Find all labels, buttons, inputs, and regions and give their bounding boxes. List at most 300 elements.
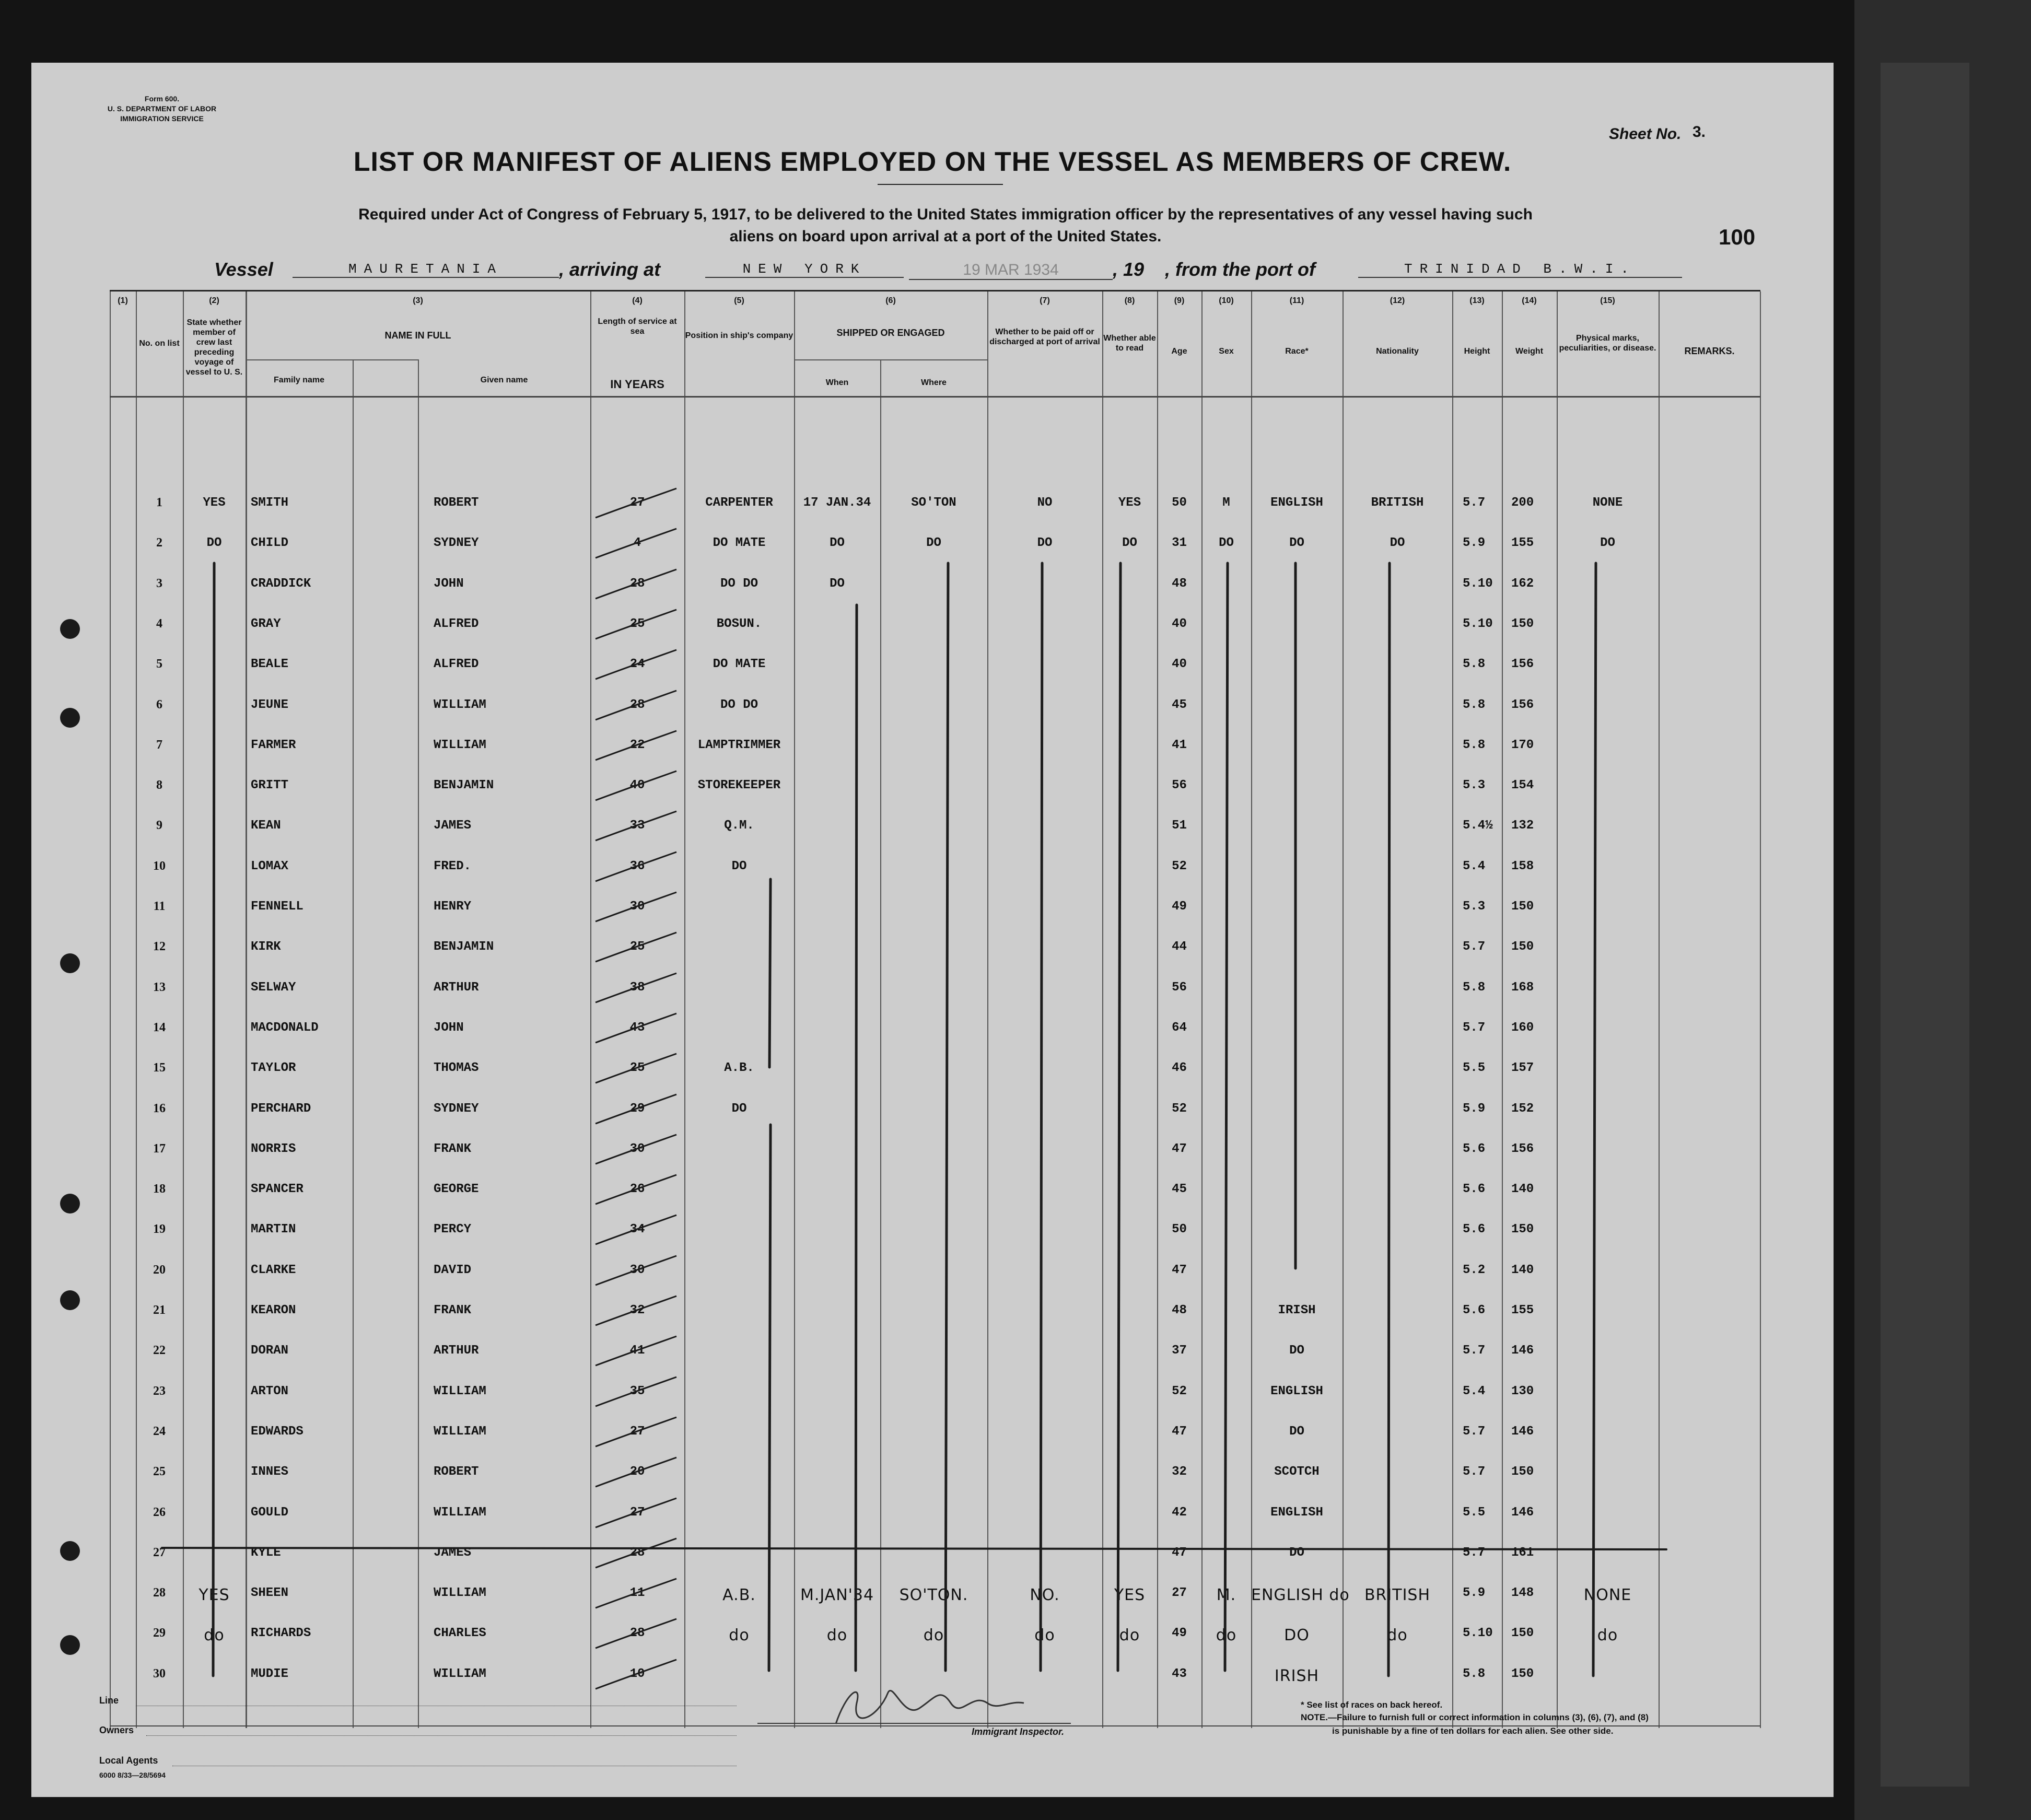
row-age: 51	[1172, 819, 1187, 833]
row-length-service: 27	[629, 1506, 645, 1520]
row-family-name: CHILD	[251, 536, 289, 550]
hdr-physical-marks: Physical marks, peculiarities, or disease.	[1559, 334, 1656, 353]
ditto-line	[856, 605, 857, 1671]
row-sex: DO	[1219, 536, 1234, 550]
row-weight: 150	[1511, 1222, 1534, 1236]
row-height: 5.4½	[1463, 819, 1493, 833]
col-num-5: (5)	[734, 296, 744, 305]
row-family-name: DORAN	[251, 1344, 289, 1358]
check-slash	[596, 1457, 676, 1487]
row-given-name: WILLIAM	[434, 1586, 486, 1600]
row-length-service: 28	[629, 577, 645, 591]
row-age: 45	[1172, 1182, 1187, 1196]
form-header	[78, 94, 246, 124]
row-nationality: BRITISH	[1364, 1586, 1431, 1604]
row-given-name: FRANK	[434, 1303, 472, 1317]
row-physical-marks: DO	[1600, 536, 1615, 550]
col-num-12: (12)	[1390, 296, 1405, 305]
col-num-15: (15)	[1600, 296, 1615, 305]
check-slash	[596, 610, 676, 639]
check-slash	[596, 1135, 676, 1164]
row-height: 5.6	[1463, 1142, 1486, 1156]
hdr-height: Height	[1464, 347, 1490, 356]
row-length-service: 30	[629, 1263, 645, 1277]
row-family-name: PERCHARD	[251, 1102, 311, 1116]
row-sex: do	[1216, 1626, 1237, 1644]
col-num-2: (2)	[209, 296, 219, 305]
row-position: BOSUN.	[716, 617, 762, 631]
row-family-name: NORRIS	[251, 1142, 296, 1156]
row-nationality: do	[1387, 1626, 1408, 1644]
row-height: 5.3	[1463, 778, 1486, 792]
row-given-name: ROBERT	[434, 1465, 479, 1479]
punch-hole	[60, 1635, 80, 1655]
hdr-position: Position in ship's company	[685, 331, 793, 340]
fine-note-2: is punishable by a fine of ten dollars for each alien. See other side.	[1332, 1726, 1614, 1736]
check-slash	[596, 691, 676, 720]
col-num-9: (9)	[1174, 296, 1185, 305]
row-family-name: SMITH	[251, 496, 289, 510]
check-slash	[596, 731, 676, 760]
row-age: 42	[1172, 1506, 1187, 1520]
row-nationality: BRITISH	[1371, 496, 1424, 510]
form-service: IMMIGRATION SERVICE	[120, 114, 204, 123]
row-number: 3	[156, 577, 162, 590]
row-weight: 168	[1511, 981, 1534, 995]
row-weight: 161	[1511, 1546, 1534, 1560]
row-length-service: 34	[629, 1222, 645, 1236]
row-physical-marks: NONE	[1592, 496, 1623, 510]
footer-owners-label: Owners	[99, 1725, 134, 1735]
row-weight: 156	[1511, 1142, 1534, 1156]
row-weight: 150	[1511, 1667, 1534, 1681]
row-length-service: 33	[629, 819, 645, 833]
row-where-engaged: DO	[926, 536, 941, 550]
row-race: ENGLISH	[1270, 496, 1323, 510]
row-prior-voyage: YES	[199, 1586, 230, 1604]
row-age: 56	[1172, 981, 1187, 995]
row-number: 28	[153, 1586, 166, 1600]
row-length-service: 30	[629, 900, 645, 914]
row-height: 5.6	[1463, 1182, 1486, 1196]
row-family-name: MARTIN	[251, 1222, 296, 1236]
row-position: DO MATE	[713, 536, 766, 550]
row-able-to-read: YES	[1114, 1586, 1146, 1604]
row-race: DO	[1284, 1626, 1310, 1644]
race-note: * See list of races on back hereof.	[1301, 1700, 1443, 1710]
col-num-3: (3)	[413, 296, 423, 305]
subtitle-line-2: aliens on board upon arrival at a port of the United States.	[729, 228, 1162, 245]
manifest-sheet	[31, 63, 1834, 1797]
row-age: 50	[1172, 496, 1187, 510]
row-height: 5.5	[1463, 1506, 1486, 1520]
row-height: 5.9	[1463, 1586, 1486, 1600]
row-weight: 158	[1511, 859, 1534, 873]
row-age: 27	[1172, 1586, 1187, 1600]
hdr-no-on-list: No. on list	[139, 339, 180, 348]
row-height: 5.9	[1463, 1102, 1486, 1116]
row-position: do	[729, 1626, 750, 1644]
row-given-name: ALFRED	[434, 657, 479, 671]
row-length-service: 38	[629, 981, 645, 995]
row-family-name: KYLE	[251, 1546, 281, 1560]
row-weight: 150	[1511, 1465, 1534, 1479]
hdr-age: Age	[1171, 347, 1187, 356]
form-department: U. S. DEPARTMENT OF LABOR	[107, 104, 217, 113]
footer-owners-rule	[146, 1735, 737, 1736]
row-number: 7	[156, 738, 162, 752]
row-age: 48	[1172, 577, 1187, 591]
row-weight: 150	[1511, 900, 1534, 914]
row-family-name: GRITT	[251, 778, 289, 792]
check-slash	[596, 1175, 676, 1204]
row-length-service: 27	[629, 496, 645, 510]
row-age: 52	[1172, 859, 1187, 873]
hdr-shipped-engaged: SHIPPED OR ENGAGED	[836, 328, 945, 338]
row-family-name: EDWARDS	[251, 1425, 304, 1439]
row-given-name: ARTHUR	[434, 1344, 479, 1358]
row-age: 43	[1172, 1667, 1187, 1681]
row-number: 10	[153, 859, 166, 873]
row-family-name: SPANCER	[251, 1182, 304, 1196]
hdr-where: Where	[921, 378, 947, 387]
row-sex: M	[1222, 496, 1230, 510]
row-length-service: 22	[629, 738, 645, 752]
row-age: 56	[1172, 778, 1187, 792]
punch-hole	[60, 1541, 80, 1561]
row-number: 18	[153, 1182, 166, 1196]
row-weight: 150	[1511, 617, 1534, 631]
punch-hole	[60, 953, 80, 973]
check-slash	[596, 1660, 676, 1689]
hdr-length-units: IN YEARS	[610, 378, 664, 391]
departure-port: TRINIDAD B.W.I.	[1358, 261, 1682, 278]
hdr-able-to-read: Whether able to read	[1103, 334, 1156, 353]
row-length-service: 32	[629, 1303, 645, 1317]
length-checkmarks	[596, 488, 676, 1689]
row-when-engaged: DO	[830, 577, 845, 591]
hdr-remarks: REMARKS.	[1684, 346, 1735, 356]
row-weight: 150	[1511, 940, 1534, 954]
row-given-name: WILLIAM	[434, 1425, 486, 1439]
row-given-name: SYDNEY	[434, 1102, 479, 1116]
row-number: 8	[156, 778, 162, 792]
hdr-race: Race*	[1285, 347, 1309, 356]
ditto-line	[769, 1125, 771, 1671]
check-slash	[596, 1054, 676, 1083]
row-length-service: 41	[629, 1344, 645, 1358]
row-age: 31	[1172, 536, 1187, 550]
hdr-length-service: Length of service at sea	[598, 317, 677, 336]
row-number: 13	[153, 981, 166, 994]
row-where-engaged: do	[923, 1626, 944, 1644]
row-length-service: 30	[629, 1142, 645, 1156]
row-given-name: JAMES	[434, 1546, 472, 1560]
col-num-4: (4)	[632, 296, 643, 305]
footer-line-label: Line	[99, 1695, 119, 1706]
row-race: SCOTCH	[1274, 1465, 1320, 1479]
row-number: 26	[153, 1506, 166, 1519]
row-length-service: 24	[629, 657, 645, 671]
row-length-service: 28	[629, 698, 645, 712]
check-slash	[596, 1377, 676, 1406]
row-height: 5.8	[1463, 698, 1486, 712]
row-given-name: THOMAS	[434, 1061, 479, 1075]
row-weight: 140	[1511, 1263, 1534, 1277]
row-age: 40	[1172, 657, 1187, 671]
row-given-name: CHARLES	[434, 1626, 486, 1640]
row-position: DO	[731, 1102, 747, 1116]
row-family-name: FENNELL	[251, 900, 304, 914]
row-age: 52	[1172, 1384, 1187, 1398]
page-title: LIST OR MANIFEST OF ALIENS EMPLOYED ON THE VESSEL AS MEMBERS OF CREW.	[353, 147, 1512, 177]
page-number: 100	[1719, 225, 1756, 249]
inspector-label: Immigrant Inspector.	[972, 1726, 1065, 1737]
row-family-name: CLARKE	[251, 1263, 296, 1277]
row-family-name: KEAN	[251, 819, 281, 833]
row-weight: 146	[1511, 1425, 1534, 1439]
row-weight: 152	[1511, 1102, 1534, 1116]
row-weight: 200	[1511, 496, 1534, 510]
row-number: 22	[153, 1344, 166, 1357]
row-physical-marks: do	[1597, 1626, 1618, 1644]
row-family-name: MACDONALD	[251, 1021, 319, 1035]
col-num-11: (11)	[1289, 296, 1304, 305]
row-weight: 146	[1511, 1344, 1534, 1358]
row-weight: 156	[1511, 698, 1534, 712]
row-family-name: CRADDICK	[251, 577, 311, 591]
row-weight: 130	[1511, 1384, 1534, 1398]
check-slash	[596, 488, 676, 518]
punch-hole	[60, 1290, 80, 1310]
row-able-to-read: DO	[1122, 536, 1137, 550]
row-height: 5.6	[1463, 1222, 1486, 1236]
row-given-name: JOHN	[434, 577, 464, 591]
row-family-name: LOMAX	[251, 859, 289, 873]
row-prior-voyage: YES	[203, 496, 226, 510]
check-slash	[596, 1215, 676, 1244]
row-height: 5.8	[1463, 738, 1486, 752]
row-position: DO DO	[720, 698, 758, 712]
row-nationality: DO	[1390, 536, 1405, 550]
hdr-when: When	[825, 378, 849, 387]
row-given-name: FRED.	[434, 859, 472, 873]
check-slash	[596, 1498, 676, 1527]
row-weight: 155	[1511, 536, 1534, 550]
row-number: 17	[153, 1142, 166, 1156]
vessel-label: Vessel	[214, 259, 273, 280]
hdr-sex: Sex	[1219, 347, 1234, 356]
row-position: CARPENTER	[705, 496, 773, 510]
row-when-engaged: M.JAN'34	[800, 1586, 874, 1604]
row-number: 6	[156, 698, 162, 711]
row-weight: 132	[1511, 819, 1534, 833]
row-where-engaged: SO'TON	[911, 496, 956, 510]
check-slash	[596, 1538, 676, 1568]
col-num-1: (1)	[118, 296, 128, 305]
row-family-name: KEARON	[251, 1303, 296, 1317]
row-height: 5.4	[1463, 859, 1486, 873]
row-where-engaged: SO'TON.	[899, 1586, 968, 1604]
row-paid-off: do	[1034, 1626, 1055, 1644]
row-length-service: 36	[629, 859, 645, 873]
check-slash	[596, 529, 676, 558]
check-slash	[596, 1256, 676, 1285]
row-age: 47	[1172, 1263, 1187, 1277]
row-race: DO	[1289, 1546, 1304, 1560]
row-weight: 156	[1511, 657, 1534, 671]
row-number: 15	[153, 1061, 166, 1075]
row-length-service: 11	[629, 1586, 645, 1600]
row-length-service: 25	[629, 617, 645, 631]
row-prior-voyage: DO	[206, 536, 222, 550]
check-slash	[596, 1579, 676, 1608]
row-paid-off: DO	[1037, 536, 1053, 550]
row-family-name: MUDIE	[251, 1667, 289, 1681]
row-age: 32	[1172, 1465, 1187, 1479]
row-family-name: RICHARDS	[251, 1626, 311, 1640]
row-height: 5.10	[1463, 1626, 1493, 1640]
check-slash	[596, 650, 676, 679]
row-position: Q.M.	[724, 819, 754, 833]
row-given-name: GEORGE	[434, 1182, 479, 1196]
row-given-name: JAMES	[434, 819, 472, 833]
row-length-service: 26	[629, 1182, 645, 1196]
row-race: ENGLISH	[1270, 1384, 1323, 1398]
row-height: 5.5	[1463, 1061, 1486, 1075]
row-length-service: 40	[629, 778, 645, 792]
from-label: , from the port of	[1165, 259, 1315, 280]
row-length-service: 28	[629, 1546, 645, 1560]
inspector-rule	[757, 1723, 1071, 1724]
row-weight: 148	[1511, 1586, 1534, 1600]
row-length-service: 25	[629, 940, 645, 954]
row-given-name: ROBERT	[434, 496, 479, 510]
col-num-14: (14)	[1522, 296, 1537, 305]
row-height: 5.6	[1463, 1303, 1486, 1317]
subtitle-line-1: Required under Act of Congress of February 5, 1917, to be delivered to the United States immigration officer by the representatives of any vessel having such	[358, 206, 1533, 223]
strike-out-line	[162, 1548, 1666, 1549]
col-num-13: (13)	[1469, 296, 1485, 305]
row-number: 20	[153, 1263, 166, 1277]
fine-note-1: NOTE.—Failure to furnish full or correct information in columns (3), (6), (7), and (8)	[1301, 1712, 1649, 1722]
row-number: 25	[153, 1465, 166, 1478]
col-num-6: (6)	[885, 296, 896, 305]
ditto-line	[1388, 563, 1390, 1676]
row-family-name: ARTON	[251, 1384, 289, 1398]
row-race: DO	[1289, 1344, 1304, 1358]
check-slash	[596, 1094, 676, 1124]
row-length-service: 10	[629, 1667, 645, 1681]
row-number: 11	[153, 900, 166, 913]
row-weight: 154	[1511, 778, 1534, 792]
row-given-name: ARTHUR	[434, 981, 479, 995]
row-race: ENGLISH	[1270, 1506, 1323, 1520]
form-number: Form 600.	[144, 95, 180, 103]
row-length-service: 29	[629, 1102, 645, 1116]
row-given-name: HENRY	[434, 900, 472, 914]
scan-background-edge	[1881, 63, 1969, 1787]
row-family-name: BEALE	[251, 657, 289, 671]
row-age: 47	[1172, 1425, 1187, 1439]
row-given-name: WILLIAM	[434, 698, 486, 712]
row-weight: 157	[1511, 1061, 1534, 1075]
col-num-7: (7)	[1040, 296, 1050, 305]
hdr-name-in-full: NAME IN FULL	[384, 330, 451, 341]
row-height: 5.2	[1463, 1263, 1486, 1277]
row-given-name: WILLIAM	[434, 738, 486, 752]
row-height: 5.8	[1463, 1667, 1486, 1681]
row-height: 5.3	[1463, 900, 1486, 914]
row-age: 47	[1172, 1546, 1187, 1560]
row-length-service: 25	[629, 1061, 645, 1075]
row-age: 50	[1172, 1222, 1187, 1236]
row-position: STOREKEEPER	[697, 778, 781, 792]
row-position: DO MATE	[713, 657, 766, 671]
row-weight: 155	[1511, 1303, 1534, 1317]
row-height: 5.4	[1463, 1384, 1486, 1398]
row-when-engaged: 17 JAN.34	[803, 496, 871, 510]
row-number: 12	[153, 940, 166, 953]
row-height: 5.7	[1463, 1344, 1486, 1358]
row-family-name: GOULD	[251, 1506, 289, 1520]
arriving-label: , arriving at	[559, 259, 661, 280]
row-number: 14	[153, 1021, 166, 1034]
row-weight: 170	[1511, 738, 1534, 752]
row-given-name: BENJAMIN	[434, 940, 494, 954]
ditto-marks-overlay	[110, 291, 1760, 1728]
row-age: 41	[1172, 738, 1187, 752]
row-number: 9	[156, 819, 162, 832]
row-able-to-read: YES	[1118, 496, 1141, 510]
row-paid-off: NO	[1037, 496, 1053, 510]
punch-hole	[60, 708, 80, 728]
row-height: 5.7	[1463, 1425, 1486, 1439]
row-given-name: WILLIAM	[434, 1384, 486, 1398]
row-length-service: 20	[629, 1465, 645, 1479]
row-weight: 140	[1511, 1182, 1534, 1196]
date-stamp: 19 MAR 1934	[909, 261, 1113, 280]
row-race: IRISH	[1278, 1303, 1316, 1317]
ditto-line	[1118, 563, 1120, 1671]
row-age: 40	[1172, 617, 1187, 631]
row-number: 29	[153, 1626, 166, 1640]
row-number: 19	[153, 1222, 166, 1236]
check-slash	[596, 569, 676, 599]
check-slash	[596, 1417, 676, 1446]
row-number: 30	[153, 1667, 166, 1681]
row-length-service: 43	[629, 1021, 645, 1035]
row-number: 1	[156, 496, 162, 509]
row-given-name: BENJAMIN	[434, 778, 494, 792]
row-number: 4	[156, 617, 162, 631]
sheet-value: 3.	[1693, 123, 1706, 141]
hdr-family-name: Family name	[274, 376, 324, 384]
row-given-name: ALFRED	[434, 617, 479, 631]
row-when-engaged: DO	[830, 536, 845, 550]
row-position: DO DO	[720, 577, 758, 591]
hdr-state: State whether member of crew last preceding voyage of vessel to U. S.	[185, 318, 243, 377]
row-given-name: JOHN	[434, 1021, 464, 1035]
row-race: DO	[1289, 1425, 1304, 1439]
ditto-line	[1593, 563, 1596, 1676]
row-family-name: FARMER	[251, 738, 296, 752]
row-age: 48	[1172, 1303, 1187, 1317]
row-length-service: 28	[629, 1626, 645, 1640]
footer-print-code: 6000 8/33—28/5694	[99, 1771, 166, 1779]
row-height: 5.7	[1463, 496, 1486, 510]
row-family-name: KIRK	[251, 940, 281, 954]
